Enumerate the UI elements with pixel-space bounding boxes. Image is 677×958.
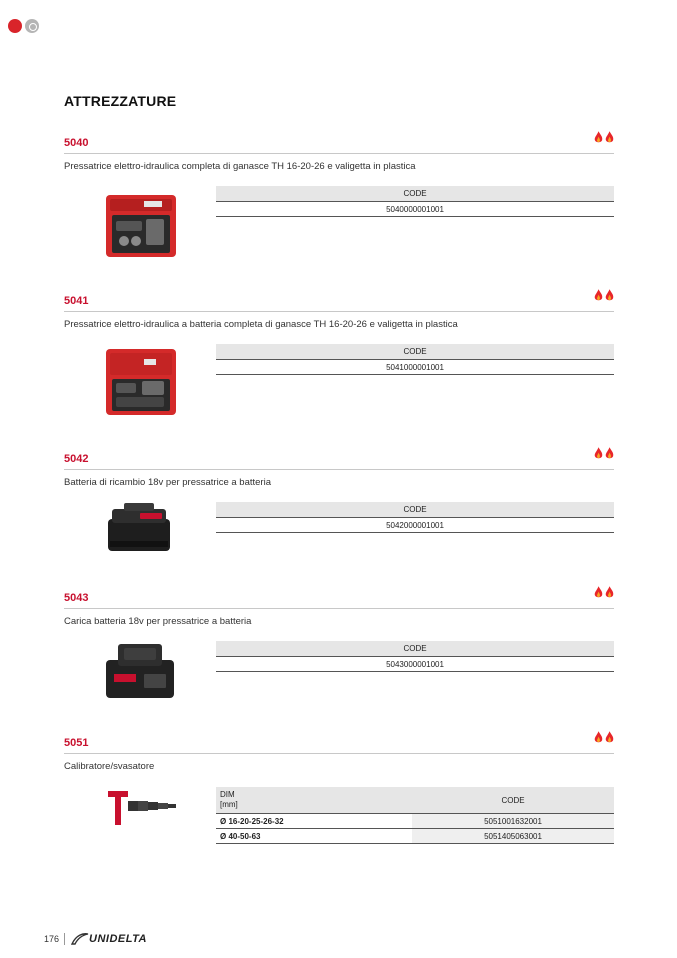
calibrator-tool-image (104, 787, 180, 827)
code-header: CODE (501, 796, 525, 805)
page-title: ATTREZZATURE (64, 93, 177, 109)
product-code: 5042 (64, 453, 89, 465)
product-section-5040 (64, 135, 614, 214)
flame-icon (594, 447, 603, 460)
flame-icons (594, 447, 614, 460)
code-table (216, 344, 614, 375)
code-header: CODE (216, 641, 614, 657)
code-table (216, 502, 614, 533)
logo-swoosh-icon (71, 933, 89, 945)
product-description: Pressatrice elettro-idraulica completa di ganasce TH 16-20-26 e valigetta in plastica (64, 161, 416, 172)
flame-icons (594, 131, 614, 144)
table-row (216, 829, 614, 844)
flame-icon (594, 131, 603, 144)
red-dot-icon (8, 19, 22, 33)
code-table (216, 641, 614, 672)
grey-dot-icon (25, 19, 39, 33)
flame-icon (594, 586, 603, 599)
flame-icon (605, 731, 614, 744)
flame-icons (594, 731, 614, 744)
flame-icons (594, 586, 614, 599)
code-header: CODE (216, 186, 614, 202)
dim-unit-header: [mm] (220, 800, 238, 809)
flame-icon (605, 447, 614, 460)
dim-code-table (216, 787, 614, 844)
flame-icons (594, 289, 614, 302)
code-cell: 5051001632001 (412, 814, 614, 828)
code-cell: 5043000001001 (216, 657, 614, 672)
flame-icon (605, 586, 614, 599)
product-code: 5040 (64, 137, 89, 149)
red-toolcase-image (104, 191, 178, 259)
flame-icon (605, 131, 614, 144)
product-description: Carica batteria 18v per pressatrice a batteria (64, 616, 252, 627)
page-marker (8, 19, 39, 33)
red-toolcase-image (104, 347, 178, 417)
dim-header: DIM (220, 790, 235, 799)
product-section-5051 (64, 735, 614, 841)
code-header: CODE (216, 502, 614, 518)
code-header: CODE (216, 344, 614, 360)
product-section-5043 (64, 590, 614, 669)
product-section-5042 (64, 451, 614, 530)
unidelta-logo (71, 933, 147, 945)
brand-name: UNIDELTA (89, 933, 148, 945)
code-cell: 5041000001001 (216, 360, 614, 375)
flame-icon (594, 289, 603, 302)
product-code: 5051 (64, 737, 89, 749)
code-cell: 5051405063001 (412, 829, 614, 843)
flame-icon (605, 289, 614, 302)
code-cell: 5042000001001 (216, 518, 614, 533)
table-row (216, 814, 614, 829)
product-description: Batteria di ricambio 18v per pressatrice a batteria (64, 477, 271, 488)
page-footer (44, 933, 147, 945)
dim-cell: Ø 40-50-63 (220, 832, 261, 841)
product-section-5041 (64, 293, 614, 372)
code-cell: 5040000001001 (216, 202, 614, 217)
dim-cell: Ø 16-20-25-26-32 (220, 817, 284, 826)
flame-icon (594, 731, 603, 744)
product-code: 5043 (64, 592, 89, 604)
code-table (216, 186, 614, 217)
page-number: 176 (44, 933, 65, 945)
product-description: Pressatrice elettro-idraulica a batteria completa di ganasce TH 16-20-26 e valigetta in plastica (64, 319, 458, 330)
product-description: Calibratore/svasatore (64, 761, 155, 772)
battery-image (104, 501, 174, 555)
product-code: 5041 (64, 295, 89, 307)
charger-image (104, 640, 176, 702)
